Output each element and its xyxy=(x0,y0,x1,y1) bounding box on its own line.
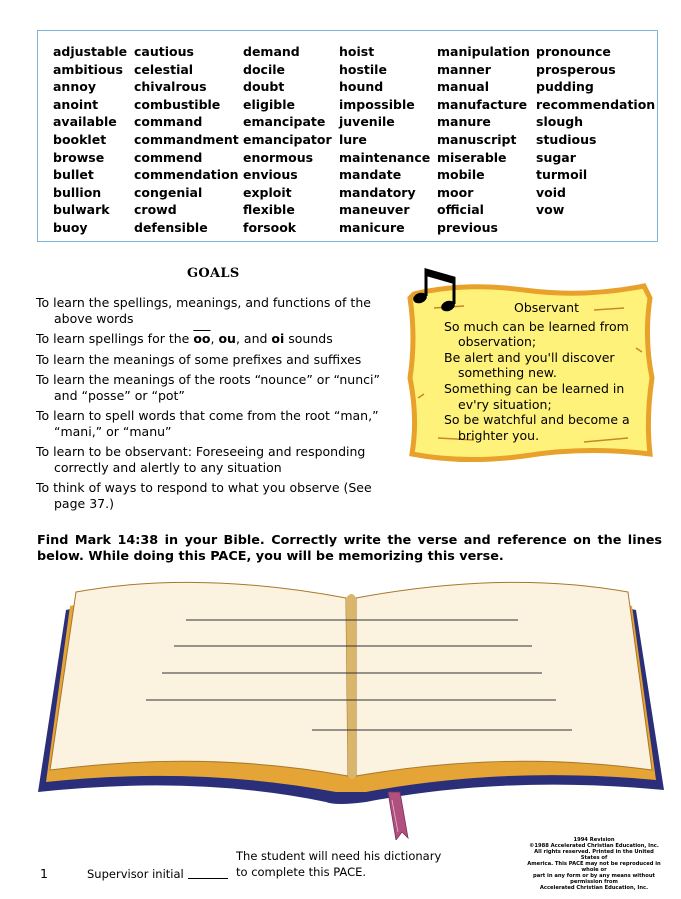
word: lure xyxy=(339,131,367,147)
word: envious xyxy=(243,167,298,183)
goal-item xyxy=(36,331,396,347)
sound-oi: oi xyxy=(271,331,285,346)
word: exploit xyxy=(243,184,292,200)
goal-text-cont: and “posse” or “pot” xyxy=(54,387,185,403)
word-list-box xyxy=(37,30,658,242)
goal-text: To learn the meanings of some prefixes and suffixes xyxy=(36,351,362,367)
goal-item xyxy=(36,480,396,511)
goal-text-cont: page 37.) xyxy=(54,495,114,511)
goal-tail: sounds xyxy=(284,331,333,346)
word-column-2 xyxy=(134,43,239,237)
word: mandate xyxy=(339,167,402,183)
word: command xyxy=(134,114,203,130)
goal-text: To learn spellings for the xyxy=(36,331,194,346)
word: pudding xyxy=(536,79,594,95)
word: crowd xyxy=(134,202,177,218)
copyright-line: All rights reserved. Printed in the United States of xyxy=(534,849,654,861)
bible-icon xyxy=(36,570,666,840)
word: moor xyxy=(437,184,474,200)
word: demand xyxy=(243,44,300,59)
poem-line: Be alert and you'll discover xyxy=(444,349,615,365)
dictionary-note-line: to complete this PACE. xyxy=(236,865,367,879)
word: manicure xyxy=(339,219,405,235)
word: buoy xyxy=(53,219,88,235)
goal-text: To learn to be observant: Foreseeing and responding xyxy=(36,444,366,459)
goals-list xyxy=(36,295,396,516)
goal-text-cont: above words xyxy=(54,310,134,326)
word: commandment xyxy=(134,131,239,147)
word: manure xyxy=(437,114,491,130)
copyright-line: America. This PACE may not be reproduced in whole or xyxy=(527,861,661,873)
word: emancipate xyxy=(243,114,326,130)
word: manual xyxy=(437,79,489,95)
word: combustible xyxy=(134,96,221,112)
word: celestial xyxy=(134,61,194,77)
word: booklet xyxy=(53,131,107,147)
word: manufacture xyxy=(437,96,528,112)
copyright-notice xyxy=(524,837,664,891)
word: manuscript xyxy=(437,131,517,147)
poem-line: ev'ry situation; xyxy=(458,396,552,412)
word: cautious xyxy=(134,44,194,59)
poem xyxy=(444,300,649,443)
memory-verse-instruction: Find Mark 14:38 in your Bible. Correctly write the verse and reference on the lines below. While doing this PACE, you will be memorizing this verse. xyxy=(37,533,662,564)
word: prosperous xyxy=(536,61,616,77)
poem-line: So be watchful and become a xyxy=(444,412,630,428)
word: defensible xyxy=(134,219,208,235)
word: maintenance xyxy=(339,149,431,165)
ribbon-bookmark-icon xyxy=(388,792,408,840)
word: pronounce xyxy=(536,44,611,59)
word: commendation xyxy=(134,167,239,183)
goal-text-cont: “mani,” or “manu” xyxy=(54,423,172,439)
supervisor-label: Supervisor initial xyxy=(87,867,184,881)
word: hostile xyxy=(339,61,387,77)
word: void xyxy=(536,184,566,200)
word: previous xyxy=(437,219,498,235)
goal-text: To learn the meanings of the roots “nounce” or “nunci” xyxy=(36,372,380,387)
word: available xyxy=(53,114,117,130)
sound-ou: ou xyxy=(218,331,236,346)
dictionary-note xyxy=(236,848,441,880)
goal-item xyxy=(36,444,396,475)
poem-line: observation; xyxy=(458,334,537,350)
word: flexible xyxy=(243,202,295,218)
goal-sep: , and xyxy=(235,331,272,346)
goal-text: To learn the spellings, meanings, and functions of the xyxy=(36,295,371,310)
word: turmoil xyxy=(536,167,588,183)
word: forsook xyxy=(243,219,297,235)
word: manipulation xyxy=(437,44,530,59)
word: official xyxy=(437,202,484,218)
word: annoy xyxy=(53,79,96,95)
goal-item xyxy=(36,408,396,439)
word: anoint xyxy=(53,96,99,112)
poem-title: Observant xyxy=(514,300,579,315)
poem-line: Something can be learned in xyxy=(444,380,625,396)
dictionary-note-line: The student will need his dictionary xyxy=(236,849,442,863)
word-column-1 xyxy=(53,43,127,237)
word: juvenile xyxy=(339,114,395,130)
word: eligible xyxy=(243,96,295,112)
word: manner xyxy=(437,61,491,77)
word: mobile xyxy=(437,167,485,183)
word: commend xyxy=(134,149,203,165)
poem-line: brighter you. xyxy=(458,427,540,443)
supervisor-line xyxy=(188,878,228,879)
word: recommendation xyxy=(536,96,656,112)
poem-line: So much can be learned from xyxy=(444,318,629,334)
word-column-6 xyxy=(536,43,655,219)
word: chivalrous xyxy=(134,79,207,95)
word: doubt xyxy=(243,79,285,95)
copyright-line: ©1988 Accelerated Christian Education, Inc. xyxy=(529,843,659,849)
word: ambitious xyxy=(53,61,123,77)
goal-text-cont: correctly and alertly to any situation xyxy=(54,459,282,475)
word: slough xyxy=(536,114,584,130)
word: hoist xyxy=(339,44,375,59)
word: hound xyxy=(339,79,384,95)
goal-item xyxy=(36,295,396,326)
word: adjustable xyxy=(53,44,128,59)
word: browse xyxy=(53,149,105,165)
word-column-3 xyxy=(243,43,332,237)
word: emancipator xyxy=(243,131,332,147)
copyright-line: Accelerated Christian Education, Inc. xyxy=(539,885,649,891)
word: bullet xyxy=(53,167,94,183)
word: enormous xyxy=(243,149,314,165)
word-column-4 xyxy=(339,43,430,237)
goal-text: To learn to spell words that come from the root “man,” xyxy=(36,408,379,423)
word: impossible xyxy=(339,96,415,112)
goal-text: To think of ways to respond to what you observe (See xyxy=(36,480,372,495)
poem-line: something new. xyxy=(458,365,557,381)
word: maneuver xyxy=(339,202,410,218)
word: bullion xyxy=(53,184,102,200)
goal-item xyxy=(36,352,396,368)
copyright-line: 1994 Revision xyxy=(573,837,615,843)
word: congenial xyxy=(134,184,203,200)
supervisor-initial xyxy=(87,867,228,881)
word: mandatory xyxy=(339,184,416,200)
sound-oo: $\overline{oo}$ xyxy=(193,331,211,346)
goals-title: GOALS xyxy=(187,266,240,281)
word: docile xyxy=(243,61,285,77)
page-number: 1 xyxy=(40,866,48,881)
word: vow xyxy=(536,202,565,218)
word: studious xyxy=(536,131,597,147)
word-column-5 xyxy=(437,43,530,237)
goal-sep: , xyxy=(210,331,219,346)
word: bulwark xyxy=(53,202,110,218)
word: miserable xyxy=(437,149,507,165)
goal-item xyxy=(36,372,396,403)
word: sugar xyxy=(536,149,576,165)
copyright-line: part in any form or by any means without permission from xyxy=(532,873,655,885)
